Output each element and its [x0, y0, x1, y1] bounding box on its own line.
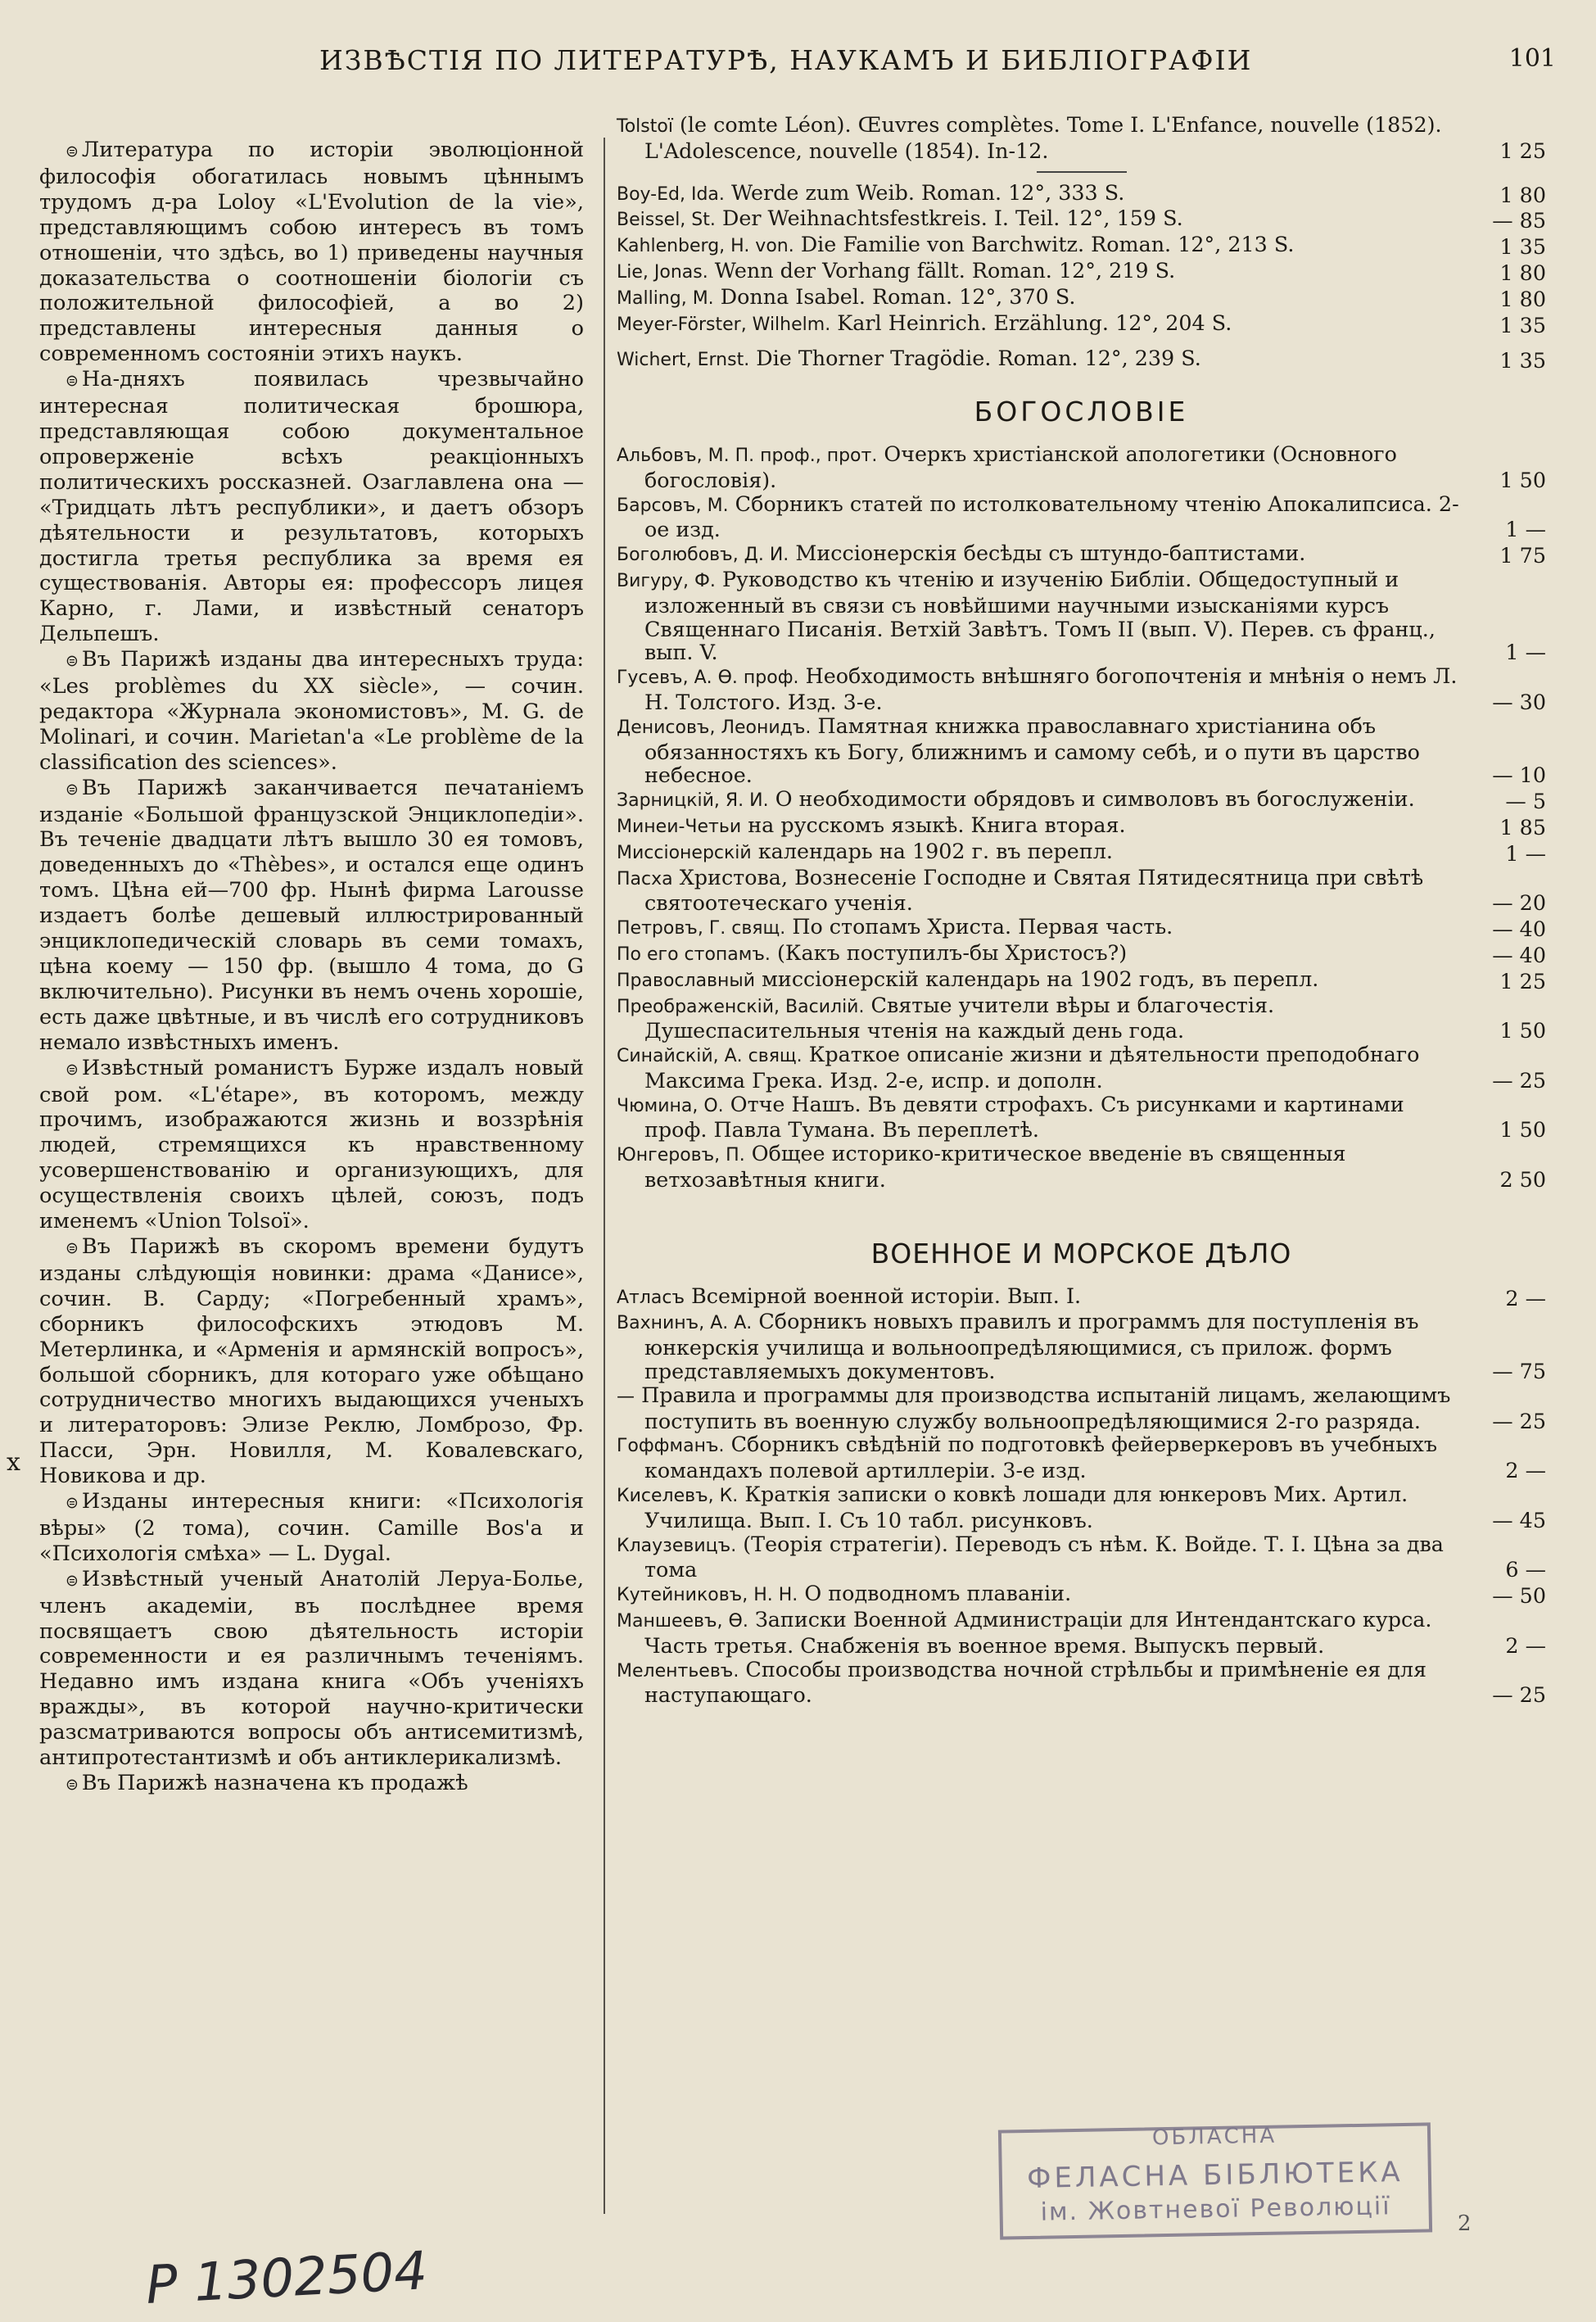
entry-text: По стопамъ Христа. Первая часть.: [792, 914, 1173, 939]
entry-price: 2 —: [1505, 1632, 1546, 1658]
entry-author: По его стопамъ.: [617, 944, 771, 965]
entry-text: календарь на 1902 г. въ перепл.: [757, 838, 1113, 863]
stamp-line: ОБЛАСНА: [1151, 2123, 1277, 2151]
entry-author: Боголюбовъ, Д. И.: [617, 545, 789, 566]
entry-author: Маншеевъ, Ѳ.: [617, 1611, 748, 1632]
entry-text: О необходимости обрядовъ и символовъ въ богослуженіи.: [775, 786, 1415, 812]
bibliography-entry: [617, 840, 1546, 866]
bibliography-entry: [617, 866, 1546, 916]
entry-author: Юнгеровъ, П.: [617, 1145, 745, 1166]
bibliography-entry: [617, 714, 1546, 787]
entry-text: Сборникъ статей по истолковательному чтенію Апокалипсиса. 2-ое изд.: [644, 491, 1459, 542]
news-paragraph: ⊜ Извѣстный ученый Анатолій Леруа-Болье, членъ академіи, въ послѣднее время посвящаетъ свою дѣятельность исторіи современности и ея различнымъ теченіямъ. Недавно имъ издана книга «Объ ученіяхъ вражды», въ которой научно-критически разсматриваются вопросы объ антисемитизмѣ, антипротестантизмѣ и объ антиклерикализмѣ.: [39, 1566, 584, 1771]
paragraph-marker-icon: ⊜: [66, 652, 79, 671]
entry-author: Wichert, Ernst.: [617, 350, 750, 371]
stamp-line: ім. Жовтневої Революції: [1040, 2192, 1391, 2227]
entry-price: 1 75: [1499, 543, 1546, 568]
entry-author: Мелентьевъ.: [617, 1660, 739, 1682]
entry-text: Отче Нашъ. Въ девяти строфахъ. Съ рисунками и картинами проф. Павла Тумана. Въ переплетѣ.: [644, 1091, 1404, 1143]
entry-price: 2 50: [1499, 1167, 1546, 1193]
stamp-number: 2: [1458, 2211, 1472, 2236]
entry-text: О подводномъ плаваніи.: [804, 1581, 1072, 1606]
short-separator: [1037, 171, 1127, 173]
entry-price: — 85: [1492, 208, 1546, 233]
entry-author: Зарницкій, Я. И.: [617, 790, 769, 812]
entry-price: 1 85: [1499, 814, 1546, 840]
news-paragraph: ⊜ Въ Парижѣ изданы два интересныхъ труда: «Les problèmes du XX siècle», — сочин. редактора «Журнала экономистовъ», M. G. de Molinari, и сочин. Marietan'a «Le problème de la classification des sciences».: [39, 647, 584, 775]
news-paragraph: ⊜ Литература по исторіи эволюціонной философія обогатилась новымъ цѣннымъ трудомъ д-ра Loloy «L'Evolution de la vie», представляющимъ собою интересъ въ томъ отношеніи, что здѣсь, во 1) приведены научныя доказательства о соотношеніи біологіи съ положительной философіей, а во 2) представлены интересныя данныя о современномъ состояніи этихъ наукъ.: [39, 138, 584, 367]
entry-price: 1 35: [1499, 312, 1546, 337]
entry-text: (Какъ поступилъ-бы Христосъ?): [777, 939, 1128, 965]
entry-text: Сборникъ свѣдѣній по подготовкѣ фейерверкеровъ въ учебныхъ командахъ полевой артиллеріи. 3-е изд.: [644, 1432, 1437, 1483]
library-stamp: [998, 2122, 1432, 2239]
page-number: 101: [1508, 44, 1556, 73]
entry-author: Вигуру, Ф.: [617, 570, 716, 591]
paragraph-marker-icon: ⊜: [66, 780, 79, 799]
entry-text: Христова, Вознесеніе Господне и Святая Пятидесятница при свѣтѣ святоотеческаго ученія.: [644, 864, 1424, 916]
news-paragraph: ⊜ Въ Парижѣ заканчивается печатаніемъ изданіе «Большой французской Энциклопедіи». Въ теченіе двадцати лѣтъ вышло 30 ея томовъ, доведенныхъ до «Thèbes», и остался еще одинъ томъ. Цѣна ей—700 фр. Нынѣ фирма Larousse издаетъ болѣе дешевый иллюстрированный энциклопедическій словарь въ семи томахъ, цѣна коему — 150 фр. (вышло 4 тома, до G включительно). Рисунки въ немъ очень хорошіе, есть даже цвѣтные, и въ числѣ его сотрудниковъ немало извѣстныхъ именъ.: [39, 775, 584, 1055]
entry-price: 2 —: [1505, 1285, 1546, 1310]
entry-price: 1 50: [1499, 467, 1546, 492]
entry-author: Boy-Ed, Ida.: [617, 183, 725, 205]
inventory-number: Р 1302504: [144, 2241, 429, 2316]
entry-price: 1 35: [1499, 234, 1546, 260]
paragraph-marker-icon: ⊜: [66, 1238, 79, 1257]
entry-text: на русскомъ языкѣ. Книга вторая.: [748, 812, 1126, 837]
running-header: [213, 39, 1556, 88]
header-title: ИЗВѢСТІЯ ПО ЛИТЕРАТУРѢ, НАУКАМЪ И БИБЛІОГРАФІИ: [319, 44, 1253, 76]
entry-author: Клаузевицъ.: [617, 1535, 737, 1556]
entry-price: 1 50: [1499, 1117, 1546, 1143]
bibliography-entry: [617, 311, 1546, 337]
bibliography-entry: [617, 664, 1546, 714]
bibliography-entry: [617, 181, 1546, 207]
paragraph-marker-icon: ⊜: [66, 143, 79, 161]
entry-text: Karl Heinrich. Erzählung. 12°, 204 S.: [837, 310, 1232, 335]
entry-author: Kahlenberg, H. von.: [617, 236, 794, 257]
bibliography-entry: [617, 1582, 1546, 1608]
section-title-military: ВОЕННОЕ И МОРСКОЕ ДѢЛО: [870, 1237, 1292, 1270]
entry-text: Правила и программы для производства испытаній лицамъ, желающимъ поступить въ военную службу вольноопредѣляющимися 2-го разряда.: [641, 1382, 1451, 1433]
bibliography-entry: [617, 492, 1546, 542]
bibliography-entry: [617, 813, 1546, 840]
entry-author: Гоффманъ.: [617, 1436, 725, 1457]
entry-author: Синайскій, А. свящ.: [617, 1046, 803, 1067]
entry-price: — 45: [1492, 1507, 1546, 1532]
bibliography-entry: [617, 994, 1546, 1043]
entry-author: Киселевъ, К.: [617, 1486, 739, 1507]
bibliography-entry: [617, 1142, 1546, 1192]
bibliography-entry: [617, 285, 1546, 311]
entry-price: — 25: [1492, 1067, 1546, 1093]
entry-author: Tolstoï: [617, 116, 673, 137]
entry-price: 1 —: [1505, 640, 1546, 665]
bibliography-entry: [617, 787, 1546, 813]
bibliography-entry: [617, 346, 1546, 373]
stamp-line: ФЕЛАСНА БІБЛЮТЕКА: [1026, 2155, 1404, 2196]
bibliography-entry: [617, 1608, 1546, 1658]
entry-text: Краткое описаніе жизни и дѣятельности преподобнаго Максима Грека. Изд. 2-е, испр. и дополн.: [644, 1042, 1420, 1093]
news-paragraph: ⊜ Въ Парижѣ въ скоромъ времени будутъ изданы слѣдующія новинки: драма «Данисе», сочин. В. Сарду; «Погребенный храмъ», сборникъ философскихъ этюдовъ М. Метерлинка, и «Арменія и армянскій вопросъ», большой сборникъ, для котораго уже обѣщано сотрудничество многихъ выдающихся ученыхъ и литераторовъ: Элизе Реклю, Ломброзо, Фр. Пасси, Эрн. Новилля, М. Ковалевскаго, Новикова и др.: [39, 1233, 584, 1489]
bibliography-entry: [617, 233, 1546, 259]
entry-price: — 75: [1492, 1359, 1546, 1384]
entry-author: Православный: [617, 970, 756, 991]
entry-text: Памятная книжка православнаго христіанина объ обязанностяхъ къ Богу, ближнимъ и самому себѣ, и о пути въ царство небесное.: [644, 713, 1420, 788]
bibliography-entry: [617, 1433, 1546, 1482]
entry-text: Die Thorner Tragödie. Roman. 12°, 239 S.: [756, 346, 1201, 371]
entry-author: Минеи-Четьи: [617, 816, 742, 837]
entry-text: Wenn der Vorhang fällt. Roman. 12°, 219 S.: [714, 257, 1176, 283]
entry-text: Donna Isabel. Roman. 12°, 370 S.: [720, 283, 1076, 309]
entry-author: Миссіонерскій: [617, 842, 752, 863]
paragraph-marker-icon: ⊜: [66, 1776, 79, 1794]
bibliography-entry: [617, 941, 1546, 967]
news-paragraph: ⊜ Въ Парижѣ назначена къ продажѣ: [66, 1771, 468, 1795]
paragraph-marker-icon: ⊜: [66, 1060, 79, 1079]
entry-price: 1 50: [1499, 1018, 1546, 1043]
bibliography-entry: [617, 113, 1546, 163]
entry-price: — 50: [1492, 1583, 1546, 1609]
bibliography-entry: [617, 967, 1546, 994]
entry-price: 2 —: [1505, 1458, 1546, 1483]
entry-text: Всемірной военной исторіи. Вып. I.: [691, 1283, 1082, 1308]
entry-text: Способы производства ночной стрѣльбы и примѣненіе ея для наступающаго.: [644, 1656, 1427, 1708]
bibliography-entry: [617, 1383, 1546, 1433]
entry-text: Сборникъ новыхъ правилъ и программъ для поступленія въ юнкерскія училища и вольноопредѣляющимися, съ прилож. формъ представляемыхъ документовъ.: [644, 1309, 1419, 1384]
entry-author: Денисовъ, Леонидъ.: [617, 717, 812, 738]
entry-price: 1 80: [1499, 286, 1546, 311]
entry-text: Общее историко-критическое введеніе въ священныя ветхозавѣтныя книги.: [644, 1141, 1346, 1193]
bibliography-entry: [617, 568, 1546, 664]
entry-text: Необходимость внѣшняго богопочтенія и мнѣнія о немъ Л. Н. Толстого. Изд. 3-е.: [644, 663, 1458, 714]
paragraph-marker-icon: ⊜: [66, 1571, 79, 1590]
bibliography-entry: [617, 206, 1546, 233]
entry-price: 1 80: [1499, 260, 1546, 285]
entry-author: Альбовъ, М. П. проф., прот.: [617, 445, 878, 466]
entry-author: Петровъ, Г. свящ.: [617, 918, 786, 939]
entry-author: Преображенскій, Василій.: [617, 996, 865, 1017]
entry-price: — 10: [1492, 763, 1546, 788]
entry-price: 1 35: [1499, 348, 1546, 373]
margin-mark: x: [7, 1448, 20, 1477]
entry-text: миссіонерскій календарь на 1902 годъ, въ перепл.: [762, 966, 1319, 991]
entry-author: Пасха: [617, 868, 673, 889]
entry-text: Очеркъ христіанской апологетики (Основного богословія).: [644, 441, 1397, 492]
bibliography-entry: [617, 442, 1546, 492]
entry-author: Meyer-Förster, Wilhelm.: [617, 314, 831, 335]
entry-price: 6 —: [1505, 1557, 1546, 1582]
news-paragraph: ⊜ Извѣстный романистъ Бурже издалъ новый свой ром. «L'étape», въ которомъ, между прочимъ, изображаются жизнь и воззрѣнія людей, стремящихся къ нравственному усовершенствованію и организующихъ, для осуществленія своихъ цѣлей, союзъ, подъ именемъ «Union Tolsoï».: [39, 1055, 584, 1234]
entry-price: — 40: [1492, 942, 1546, 967]
entry-text: Werde zum Weib. Roman. 12°, 333 S.: [730, 179, 1125, 205]
bibliography-entry: [617, 1532, 1546, 1582]
entry-author: Beissel, St.: [617, 210, 716, 231]
entry-text: Die Familie von Barchwitz. Roman. 12°, 213 S.: [800, 232, 1295, 257]
bibliography-column: [617, 113, 1546, 1707]
bibliography-entry: [617, 1658, 1546, 1708]
news-column: [39, 138, 584, 1798]
entry-text: Миссіонерскія бесѣды съ штундо-баптистами.: [795, 541, 1306, 566]
paragraph-marker-icon: ⊜: [66, 1494, 79, 1513]
entry-price: 1 —: [1505, 517, 1546, 542]
column-divider: [604, 138, 605, 2214]
entry-author: Кутейниковъ, Н. Н.: [617, 1585, 798, 1606]
entry-author: Lie, Jonas.: [617, 261, 708, 283]
news-paragraph: ⊜ Изданы интересныя книги: «Психологія вѣры» (2 тома), сочин. Camille Bos'a и «Психологія смѣха» — L. Dygal.: [39, 1489, 584, 1566]
entry-price: — 25: [1492, 1682, 1546, 1708]
bibliography-entry: [617, 1093, 1546, 1143]
entry-price: — 40: [1492, 917, 1546, 942]
entry-text: Краткія записки о ковкѣ лошади для юнкеровъ Мих. Артил. Училища. Вып. I. Съ 10 табл. рисунковъ.: [644, 1482, 1408, 1532]
bibliography-entry: [617, 915, 1546, 941]
bibliography-entry: [617, 259, 1546, 285]
entry-author: Гусевъ, А. Ѳ. проф.: [617, 668, 799, 689]
entry-price: — 20: [1492, 890, 1546, 916]
entry-text: Записки Военной Администраціи для Интендантскаго курса. Часть третья. Снабженія въ военное время. Выпускъ первый.: [644, 1607, 1432, 1658]
entry-text: Руководство къ чтенію и изученію Библіи. Общедоступный и изложенный въ связи съ новѣйшими научными изысканіями курсъ Священнаго Писанія. Ветхій Завѣтъ. Томъ II (вып. V). Перев. съ франц., вып. V.: [644, 566, 1435, 665]
entry-text: Der Weihnachtsfestkreis. I. Teil. 12°, 159 S.: [721, 206, 1183, 231]
bibliography-entry: [617, 1043, 1546, 1093]
entry-author: Вахнинъ, А. А.: [617, 1313, 753, 1334]
entry-price: — 30: [1492, 689, 1546, 714]
bibliography-entry: [617, 541, 1546, 568]
entry-price: 1 25: [1499, 138, 1546, 163]
entry-text: (le comte Léon). Œuvres complètes. Tome I. L'Enfance, nouvelle (1852). L'Adolescence, nouvelle (1854). In-12.: [644, 112, 1442, 163]
bibliography-entry: [617, 1284, 1546, 1310]
entry-price: 1 80: [1499, 182, 1546, 207]
entry-price: 1 25: [1499, 968, 1546, 994]
entry-author: Атласъ: [617, 1287, 685, 1308]
section-title-theology: БОГОСЛОВІЕ: [974, 396, 1189, 428]
entry-author: —: [617, 1386, 635, 1407]
entry-author: Барсовъ, М.: [617, 495, 729, 516]
entry-author: Malling, M.: [617, 287, 714, 309]
entry-text: (Теорія стратегіи). Переводъ съ нѣм. К. Войде. Т. I. Цѣна за два тома: [644, 1531, 1444, 1582]
news-paragraph: ⊜ На-дняхъ появилась чрезвычайно интересная политическая брошюра, представляющая собою документальное опроверженіе всѣхъ реакціонныхъ политическихъ россказней. Озаглавлена она — «Тридцать лѣтъ республики», и даетъ обзоръ дѣятельности и результатовъ, которыхъ достигла третья республика за время ея существованія. Авторы ея: профессоръ лицея Карно, г. Лами, и извѣстный сенаторъ Дельпешъ.: [39, 367, 584, 647]
bibliography-entry: [617, 1310, 1546, 1383]
paragraph-marker-icon: ⊜: [66, 372, 79, 391]
bibliography-entry: [617, 1482, 1546, 1532]
entry-price: — 5: [1505, 789, 1546, 814]
entry-price: — 25: [1492, 1408, 1546, 1433]
entry-text: Святые учители вѣры и благочестія. Душеспасительныя чтенія на каждый день года.: [644, 992, 1275, 1043]
entry-price: 1 —: [1505, 840, 1546, 866]
entry-author: Чюмина, О.: [617, 1095, 724, 1116]
